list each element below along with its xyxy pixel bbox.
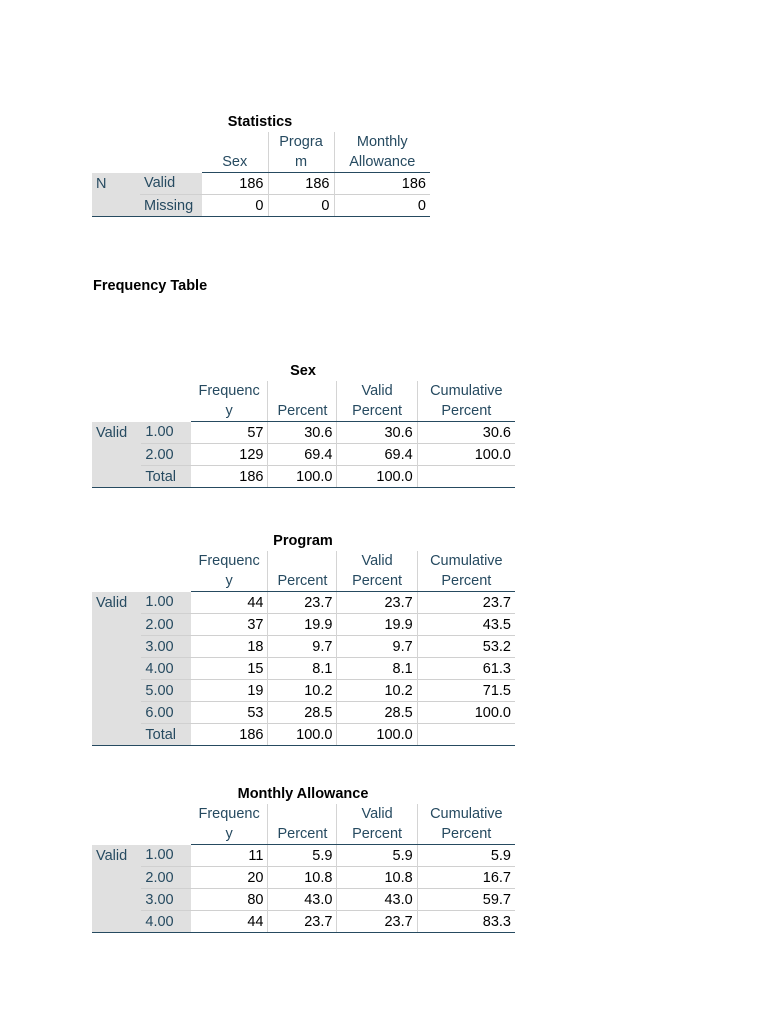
statistics-title: Statistics (227, 114, 293, 130)
table-cell: 23.7 (268, 911, 337, 933)
table-cell: 44 (191, 911, 268, 933)
table-cell: 0 (334, 195, 430, 217)
table-row (92, 845, 515, 867)
table-row (92, 592, 515, 614)
table-row (92, 911, 515, 933)
table-cell: 44 (247, 594, 264, 611)
table-row (92, 444, 515, 466)
table-row (92, 889, 515, 911)
table-cell: 11 (248, 847, 264, 864)
table-cell: 43.0 (268, 889, 337, 911)
column-header: Valid Percent (337, 551, 417, 592)
table-cell: 23.7 (417, 592, 515, 614)
row-label: 3.00 (141, 889, 190, 911)
column-header: Frequenc y (191, 804, 268, 845)
table-cell: 100.0 (417, 444, 515, 466)
table-cell: 30.6 (268, 422, 337, 444)
column-header: Percent (268, 551, 337, 592)
column-header: Percent (268, 804, 337, 845)
frequency-table-title: Program (273, 533, 333, 549)
frequency-table (92, 804, 515, 933)
row-label: 4.00 (141, 658, 190, 680)
frequency-table-title: Sex (290, 363, 316, 379)
table-cell: 30.6 (417, 422, 515, 444)
table-row (92, 702, 515, 724)
table-cell: 57 (247, 424, 264, 441)
table-cell (417, 466, 515, 488)
column-header: Cumulative Percent (417, 804, 515, 845)
column-header: Monthly Allowance (334, 132, 430, 173)
row-label: 2.00 (141, 867, 190, 889)
table-cell: 19 (191, 680, 268, 702)
table-cell: 10.8 (337, 867, 417, 889)
table-cell: 5.9 (337, 845, 417, 867)
table-cell: 19.9 (337, 614, 417, 636)
table-row (92, 195, 430, 217)
table-cell: 0 (268, 195, 334, 217)
statistics-table (92, 132, 430, 217)
section-title: Frequency Table (93, 278, 208, 294)
row-label: Missing (140, 195, 202, 217)
frequency-table (92, 551, 515, 746)
table-cell: 28.5 (268, 702, 337, 724)
table-cell: 19.9 (268, 614, 337, 636)
table-row (92, 173, 430, 195)
table-row (92, 680, 515, 702)
frequency-table-title: Monthly Allowance (237, 786, 369, 802)
table-cell: 61.3 (417, 658, 515, 680)
row-label: 4.00 (141, 911, 190, 933)
table-cell: 186 (239, 175, 264, 192)
table-cell: 28.5 (337, 702, 417, 724)
table-row (92, 614, 515, 636)
table-cell: 59.7 (417, 889, 515, 911)
table-cell: 37 (191, 614, 268, 636)
column-header: Cumulative Percent (417, 381, 515, 422)
table-cell: 71.5 (417, 680, 515, 702)
row-label: 1.00 (141, 592, 190, 614)
row-label: Valid (140, 173, 202, 195)
table-cell: 186 (334, 173, 430, 195)
table-cell (417, 724, 515, 746)
table-cell: 23.7 (337, 592, 417, 614)
column-header: Cumulative Percent (417, 551, 515, 592)
table-cell: 53.2 (417, 636, 515, 658)
table-cell: 100.0 (268, 724, 337, 746)
row-label: Total (141, 466, 190, 488)
table-row (92, 636, 515, 658)
row-group-label: Valid (92, 422, 141, 444)
table-cell: 8.1 (337, 658, 417, 680)
table-cell: 15 (191, 658, 268, 680)
row-label: 2.00 (141, 444, 190, 466)
table-cell: 43.0 (337, 889, 417, 911)
table-cell: 16.7 (417, 867, 515, 889)
column-header: Frequenc y (191, 381, 268, 422)
table-cell: 10.8 (268, 867, 337, 889)
row-label: 6.00 (141, 702, 190, 724)
table-row (92, 422, 515, 444)
column-header: Valid Percent (337, 381, 417, 422)
column-header: Progra m (268, 132, 334, 173)
table-cell: 69.4 (268, 444, 337, 466)
table-row (92, 658, 515, 680)
table-cell: 69.4 (337, 444, 417, 466)
table-row (92, 724, 515, 746)
table-cell: 186 (268, 173, 334, 195)
column-header: Frequenc y (191, 551, 268, 592)
table-cell: 100.0 (268, 466, 337, 488)
row-label: 1.00 (141, 422, 190, 444)
table-cell: 100.0 (337, 724, 417, 746)
row-label: 1.00 (141, 845, 190, 867)
row-label: Total (141, 724, 190, 746)
table-cell: 9.7 (268, 636, 337, 658)
row-label: 5.00 (141, 680, 190, 702)
table-cell: 100.0 (417, 702, 515, 724)
table-cell: 23.7 (337, 911, 417, 933)
row-group-label: Valid (92, 592, 141, 614)
table-cell: 5.9 (417, 845, 515, 867)
table-cell: 18 (191, 636, 268, 658)
column-header: Sex (202, 132, 268, 173)
table-row (92, 466, 515, 488)
table-cell: 186 (191, 724, 268, 746)
table-row (92, 867, 515, 889)
table-cell: 23.7 (268, 592, 337, 614)
row-group-label: Valid (92, 845, 141, 867)
table-cell: 53 (191, 702, 268, 724)
table-cell: 10.2 (337, 680, 417, 702)
table-cell: 100.0 (337, 466, 417, 488)
table-cell: 20 (191, 867, 268, 889)
row-label: 2.00 (141, 614, 190, 636)
table-cell: 83.3 (417, 911, 515, 933)
table-cell: 30.6 (337, 422, 417, 444)
table-cell: 10.2 (268, 680, 337, 702)
table-cell: 80 (191, 889, 268, 911)
table-cell: 9.7 (337, 636, 417, 658)
table-cell: 5.9 (268, 845, 337, 867)
table-cell: 0 (202, 195, 268, 217)
table-cell: 129 (191, 444, 268, 466)
row-label: 3.00 (141, 636, 190, 658)
table-cell: 186 (191, 466, 268, 488)
table-cell: 43.5 (417, 614, 515, 636)
row-group-label: N (92, 173, 140, 195)
frequency-table (92, 381, 515, 488)
column-header: Valid Percent (337, 804, 417, 845)
table-cell: 8.1 (268, 658, 337, 680)
column-header: Percent (268, 381, 337, 422)
